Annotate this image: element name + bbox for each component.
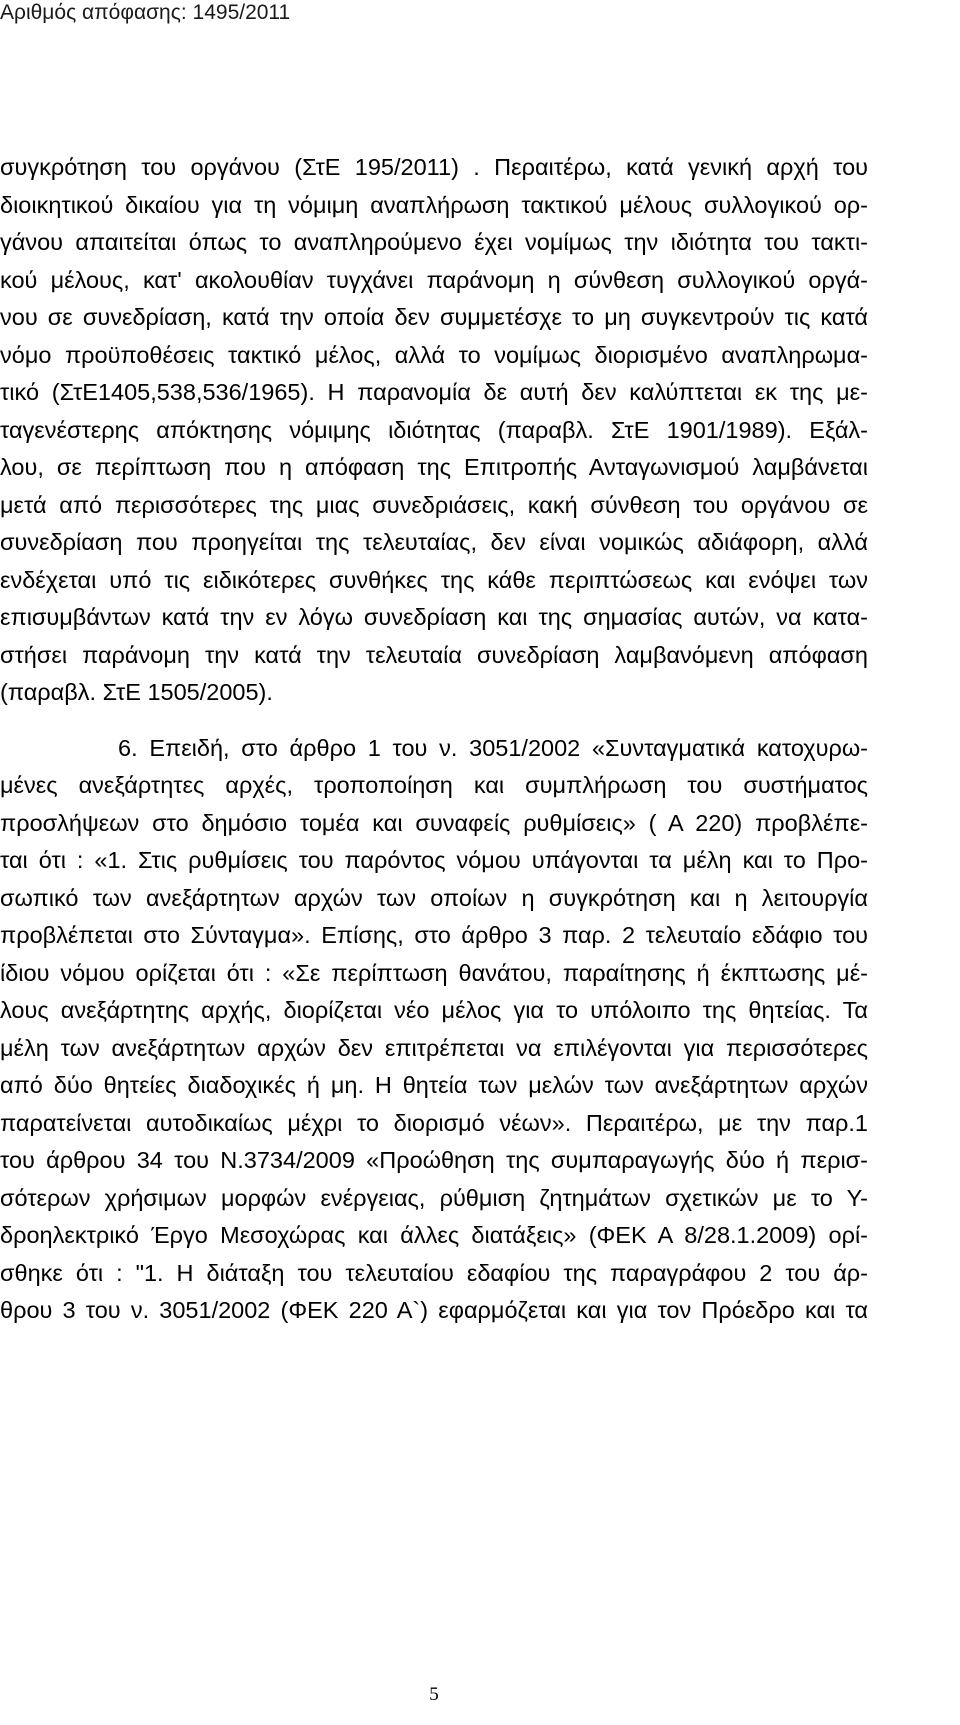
body-line: παρατείνεται αυτοδικαίως μέχρι το διορισμό νέων». Περαιτέρω, με την παρ.1	[0, 1109, 868, 1136]
page-number: 5	[429, 1684, 439, 1705]
body-line: συνεδρίαση που προηγείται της τελευταίας, δεν είναι νομικώς αδιάφορη, αλλά	[0, 529, 868, 555]
body-line: ίδιου νόμου ορίζεται ότι : «Σε περίπτωση θανάτου, παραίτησης ή έκπτωσης μέ-	[0, 959, 868, 986]
body-line: νόμο προϋποθέσεις τακτικό μέλος, αλλά το νομίμως διορισμένο αναπληρωμα-	[0, 341, 868, 368]
body-line: ενδέχεται υπό τις ειδικότερες συνθήκες της κάθε περιπτώσεως και ενόψει των	[0, 566, 868, 593]
body-line: προβλέπεται στο Σύνταγμα». Επίσης, στο άρθρο 3 παρ. 2 τελευταίο εδάφιο του	[0, 922, 868, 948]
body-line: κού μέλους, κατ' ακολουθίαν τυγχάνει παράνομη η σύνθεση συλλογικού οργά-	[0, 266, 868, 293]
body-line: (παραβλ. ΣτΕ 1505/2005).	[0, 679, 273, 705]
document-body	[0, 149, 868, 1330]
body-line: λους ανεξάρτητης αρχής, διορίζεται νέο μέλος για το υπόλοιπο της θητείας. Τα	[0, 997, 868, 1023]
body-line: συγκρότηση του οργάνου (ΣτΕ 195/2011) . Περαιτέρω, κατά γενική αρχή του	[0, 154, 868, 180]
body-line: ταγενέστερης απόκτησης νόμιμης ιδιότητας (παραβλ. ΣτΕ 1901/1989). Εξάλ-	[0, 416, 868, 443]
body-line: από δύο θητείες διαδοχικές ή μη. Η θητεία των μελών των ανεξάρτητων αρχών	[0, 1072, 868, 1098]
body-line: διοικητικού δικαίου για τη νόμιμη αναπλήρωση τακτικού μέλους συλλογικού ορ-	[0, 191, 868, 218]
body-line: επισυμβάντων κατά την εν λόγω συνεδρίαση και της σημασίας αυτών, να κατα-	[0, 604, 868, 630]
body-line: μετά από περισσότερες της μιας συνεδριάσεις, κακή σύνθεση του οργάνου σε	[0, 491, 868, 518]
body-line: γάνου απαιτείται όπως το αναπληρούμενο έχει νομίμως την ιδιότητα του τακτι-	[0, 229, 868, 255]
body-line: σότερων χρήσιμων μορφών ενέργειας, ρύθμιση ζητημάτων σχετικών με το Υ-	[0, 1184, 868, 1211]
body-line: θρου 3 του ν. 3051/2002 (ΦΕΚ 220 Α`) εφαρμόζεται και για τον Πρόεδρο και τα	[0, 1297, 868, 1323]
body-line: στήσει παράνομη την κατά την τελευταία συνεδρίαση λαμβανόμενη απόφαση	[0, 641, 868, 668]
body-line: σωπικό των ανεξάρτητων αρχών των οποίων η συγκρότηση και η λειτουργία	[0, 884, 868, 911]
body-line: νου σε συνεδρίαση, κατά την οποία δεν συμμετέσχε το μη συγκεντρούν τις κατά	[0, 304, 868, 330]
body-line: μέλη των ανεξάρτητων αρχών δεν επιτρέπεται να επιλέγονται για περισσότερες	[0, 1034, 868, 1061]
body-line: δροηλεκτρικό Έργο Μεσοχώρας και άλλες διατάξεις» (ΦΕΚ Α 8/28.1.2009) ορί-	[0, 1222, 868, 1248]
body-line: προσλήψεων στο δημόσιο τομέα και συναφείς ρυθμίσεις» ( Α 220) προβλέπε-	[0, 809, 868, 836]
body-line: σθηκε ότι : "1. Η διάταξη του τελευταίου εδαφίου της παραγράφου 2 του άρ-	[0, 1259, 868, 1286]
body-line: τικό (ΣτΕ1405,538,536/1965). Η παρανομία δε αυτή δεν καλύπτεται εκ της με-	[0, 379, 868, 405]
body-line: ται ότι : «1. Στις ρυθμίσεις του παρόντος νόμου υπάγονται τα μέλη και το Προ-	[0, 847, 868, 873]
body-line: του άρθρου 34 του Ν.3734/2009 «Προώθηση της συμπαραγωγής δύο ή περισ-	[0, 1147, 868, 1173]
paragraph-6-first-line: 6. Επειδή, στο άρθρο 1 του ν. 3051/2002 «Συνταγματικά κατοχυρω-	[118, 734, 868, 761]
body-line: μένες ανεξάρτητες αρχές, τροποποίηση και συμπλήρωση του συστήματος	[0, 772, 868, 798]
decision-number-header: Αριθμός απόφασης: 1495/2011	[0, 1, 291, 24]
body-line: λου, σε περίπτωση που η απόφαση της Επιτροπής Ανταγωνισμού λαμβάνεται	[0, 454, 868, 480]
